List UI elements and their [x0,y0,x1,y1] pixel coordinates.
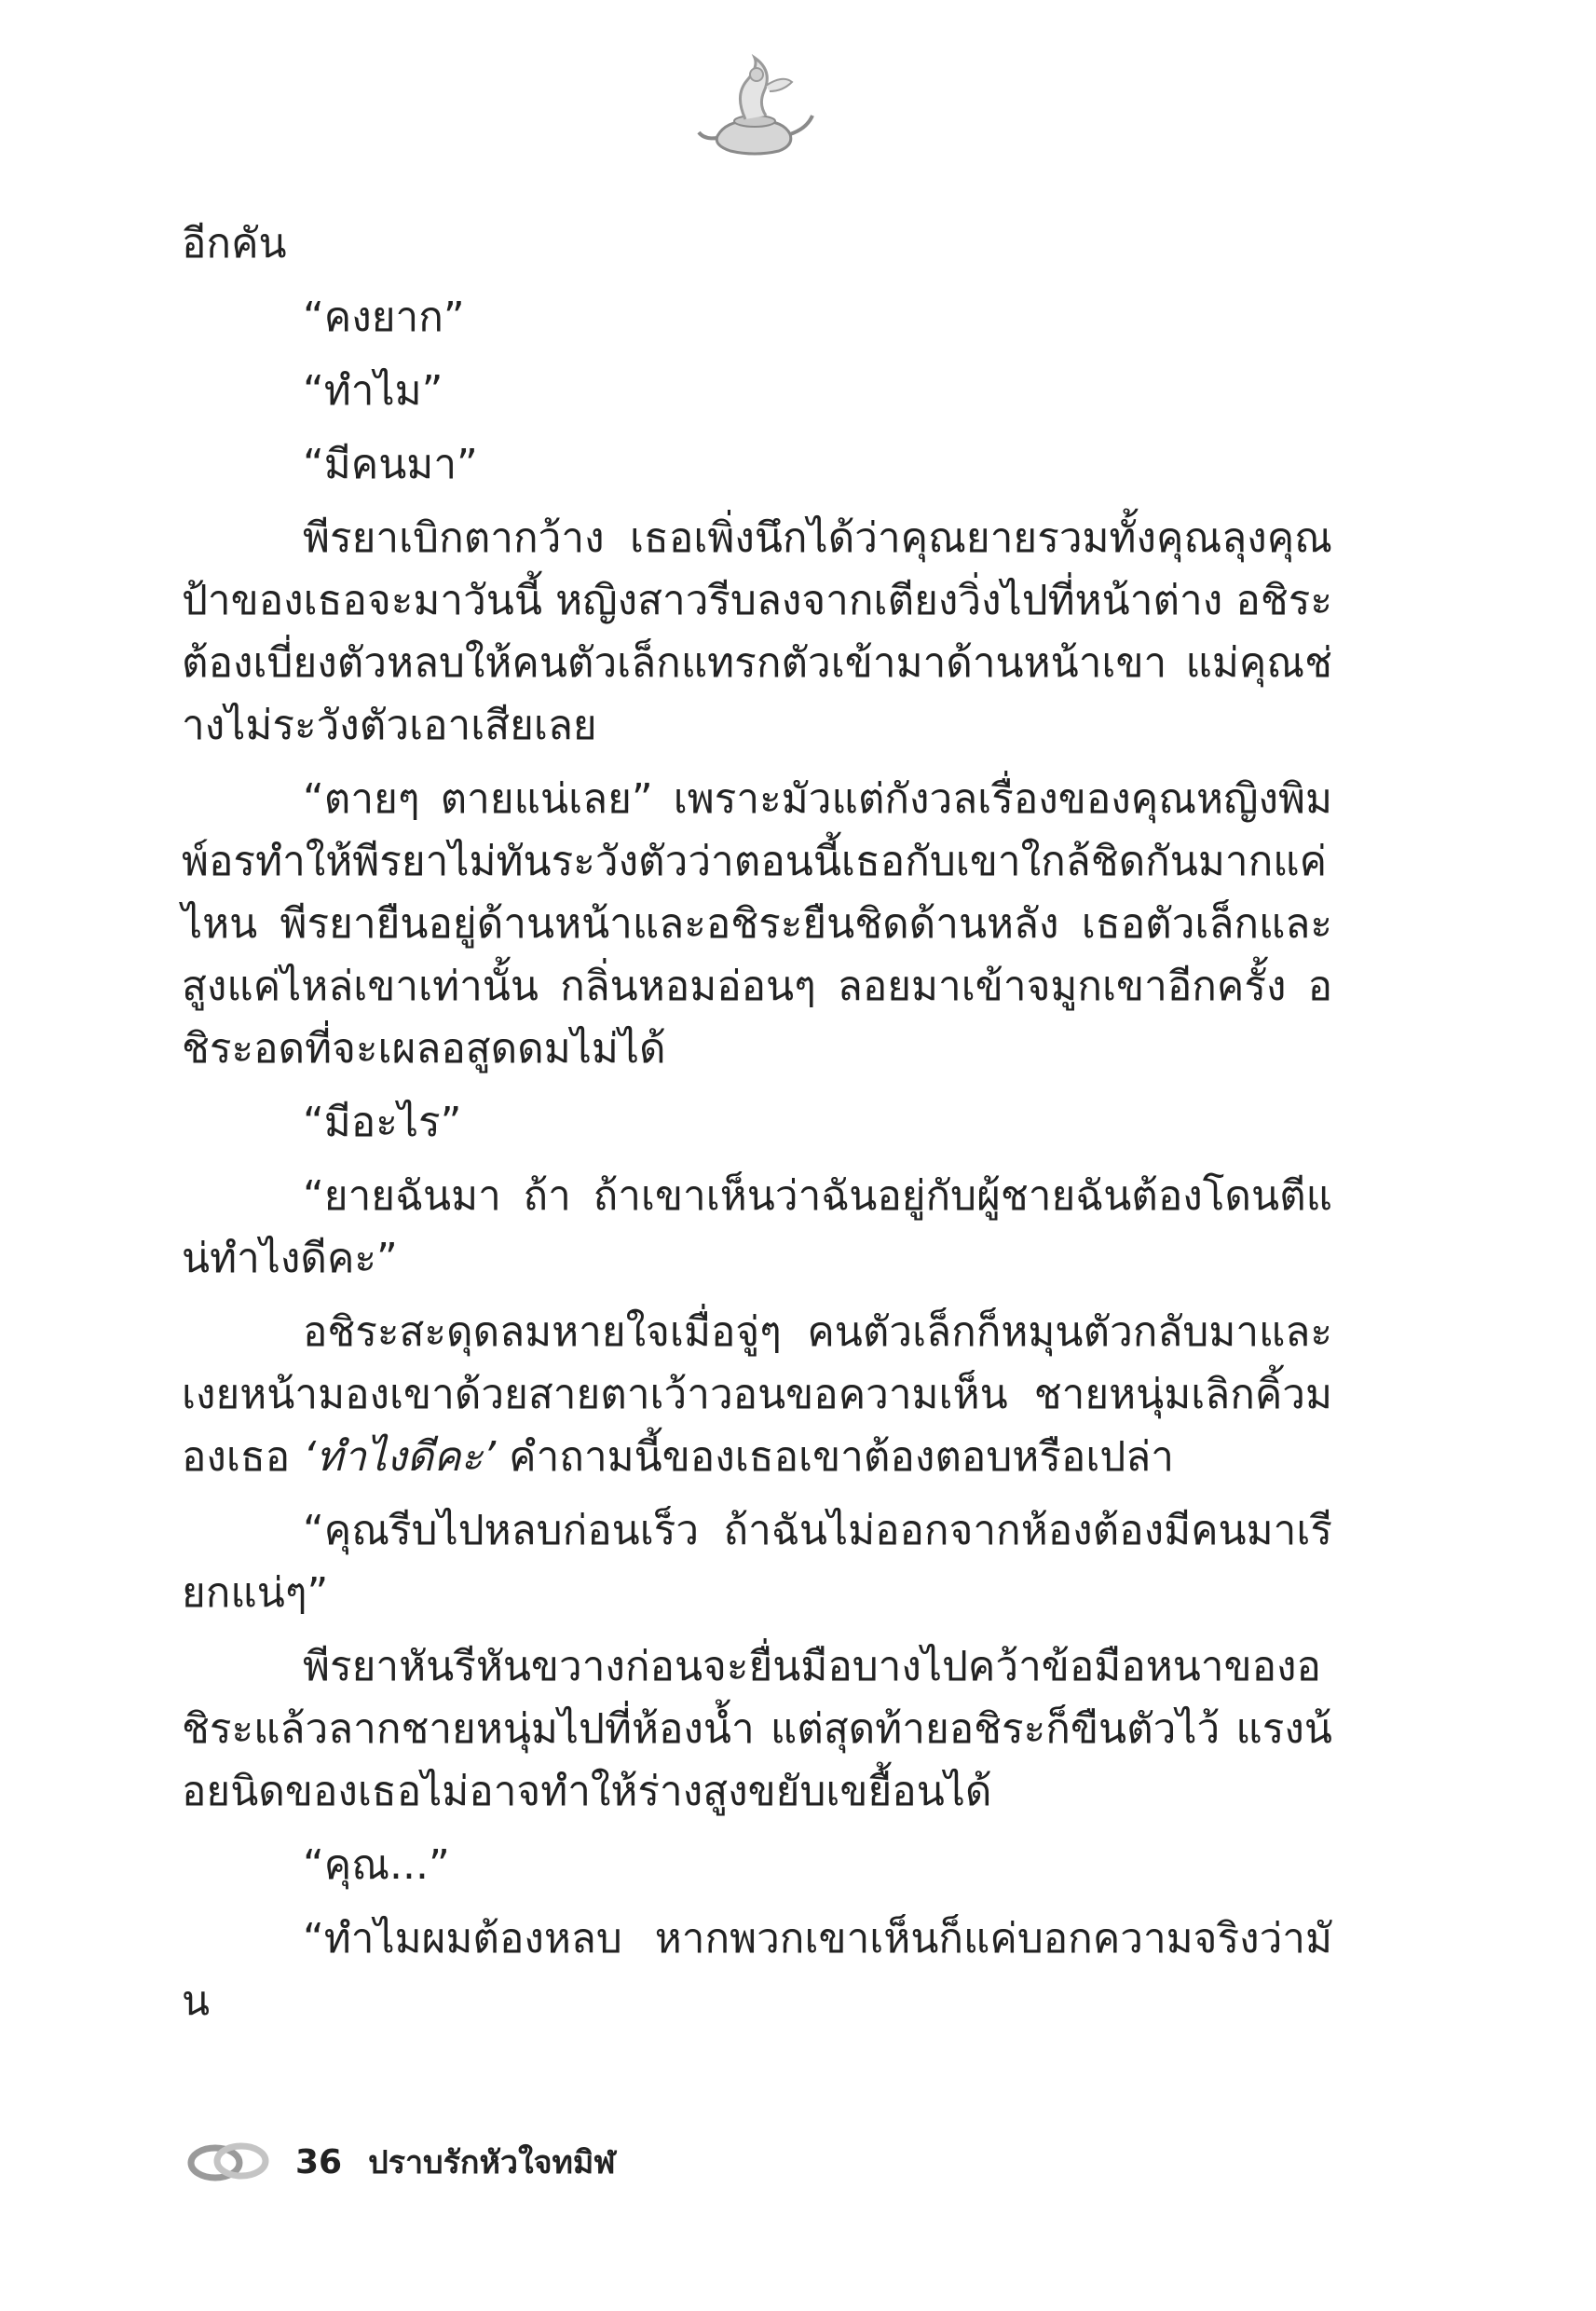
page-body [182,212,1332,2044]
paragraph: “ตายๆ ตายแน่เลย” เพราะมัวแต่กังวลเรื่องของคุณหญิงพิมพ์อรทำให้พีรยาไม่ทันระวังตัวว่าตอนนี้เธอกับเขาใกล้ชิดกันมากแค่ไหน พีรยายืนอยู่ด้านหน้าและอชิระยืนชิดด้านหลัง เธอตัวเล็กและสูงแค่ไหล่เขาเท่านั้น กลิ่นหอมอ่อนๆ ลอยมาเข้าจมูกเขาอีกครั้ง อชิระอดที่จะเผลอสูดดมไม่ได้ [182,775,1332,1073]
paragraph-text: คำถามนี้ของเธอเขาต้องตอบหรือเปล่า [496,1433,1174,1481]
paragraph: “ทำไมผมต้องหลบ หากพวกเขาเห็นก็แค่บอกความจริงว่ามัน [182,1915,1332,2025]
book-title: ปราบรักหัวใจทมิฬ [368,2144,616,2181]
paragraph: พีรยาหันรีหันขวางก่อนจะยื่นมือบางไปคว้าข้อมือหนาของอชิระแล้วลากชายหนุ่มไปที่ห้องน้ำ แต่สุดท้ายอชิระก็ขืนตัวไว้ แรงน้อยนิดของเธอไม่อาจทำให้ร่างสูงขยับเขยื้อนได้ [182,1643,1332,1815]
paragraph [182,1301,1332,1488]
paragraph: “มีคนมา” [303,441,478,488]
paragraph: อีกคัน [182,220,287,267]
paragraph: “คงยาก” [303,294,465,341]
page-footer [182,2134,616,2190]
rings-icon [182,2139,275,2185]
italic-quote: ‘ทำไงดีคะ’ [303,1433,497,1481]
paragraph-text: อชิระสะดุดลมหายใจเมื่อจู่ๆ คนตัวเล็กก็หมุนตัวกลับมาและเงยหน้ามองเขาด้วยสายตาเว้าวอนขอความเห็น ชายหนุ่มเลิกคิ้วมองเธอ [182,1308,1332,1481]
paragraph: “ยายฉันมา ถ้า ถ้าเขาเห็นว่าฉันอยู่กับผู้ชายฉันต้องโดนตีแน่ทำไงดีคะ” [182,1172,1332,1282]
page-number: 36 [295,2142,343,2181]
paragraph: พีรยาเบิกตากว้าง เธอเพิ่งนึกได้ว่าคุณยายรวมทั้งคุณลุงคุณป้าของเธอจะมาวันนี้ หญิงสาวรีบลงจากเตียงวิ่งไปที่หน้าต่าง อชิระต้องเบี่ยงตัวหลบให้คนตัวเล็กแทรกตัวเข้ามาด้านหน้าเขา แม่คุณช่างไม่ระวังตัวเอาเสียเลย [182,514,1332,749]
paragraph: “ทำไม” [303,367,443,415]
paragraph: “มีอะไร” [303,1099,462,1146]
paragraph: “คุณรีบไปหลบก่อนเร็ว ถ้าฉันไม่ออกจากห้องต้องมีคนมาเรียกแน่ๆ” [182,1507,1332,1617]
paragraph: “คุณ...” [303,1841,450,1889]
genie-lamp-icon [689,54,820,166]
